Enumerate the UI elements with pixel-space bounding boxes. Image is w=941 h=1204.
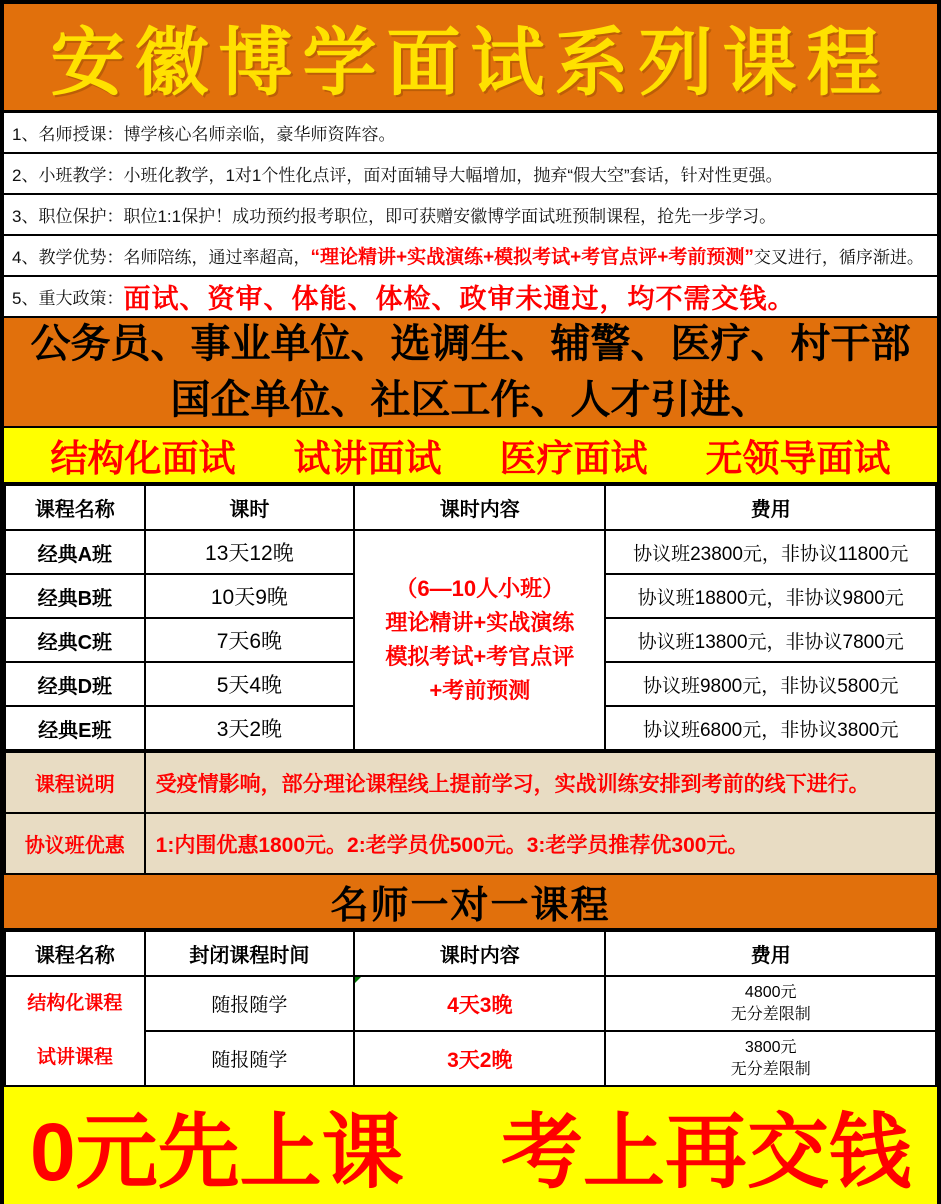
fee-cell: 协议班9800元，非协议5800元	[605, 662, 936, 706]
col-header-content: 课时内容	[354, 485, 605, 530]
fee-cell: 协议班23800元，非协议11800元	[605, 530, 936, 574]
category-lecture: 试讲面试	[293, 438, 442, 479]
course-content-cell	[354, 530, 605, 750]
table-row	[5, 1031, 936, 1086]
fee-amount: 4800元	[744, 983, 797, 1001]
category-medical: 医疗面试	[499, 438, 648, 479]
note-label: 课程说明	[5, 752, 145, 813]
content-line: （6—10人小班）	[395, 576, 565, 601]
course-table	[4, 484, 937, 751]
note-label: 协议班优惠	[5, 813, 145, 874]
fee-cell: 协议班18800元，非协议9800元	[605, 574, 936, 618]
content-line: 模拟考试+考官点评	[385, 644, 575, 669]
audience-banner	[4, 318, 937, 428]
col-header-course-name: 课程名称	[5, 931, 145, 976]
feature-item-3	[4, 195, 937, 236]
duration-cell: 5天4晚	[145, 662, 354, 706]
bottom-slogan-banner	[4, 1087, 937, 1204]
content-line: +考前预测	[429, 678, 531, 703]
course-name-cell: 经典E班	[5, 706, 145, 750]
duration-cell: 10天9晚	[145, 574, 354, 618]
table-row	[5, 530, 936, 574]
course-table-header-row	[5, 485, 936, 530]
audience-line-1: 公务员、事业单位、选调生、辅警、医疗、村干部	[30, 322, 911, 366]
feature-item-5	[4, 277, 937, 318]
course-name-cell: 经典B班	[5, 574, 145, 618]
audience-line-2: 国企单位、社区工作、人才引进、	[170, 378, 771, 422]
hours-text: 3天2晚	[447, 1048, 513, 1072]
category-structured: 结构化面试	[50, 438, 236, 479]
flyer-page	[4, 4, 937, 1197]
one-on-one-banner	[4, 875, 937, 930]
feature-list	[4, 113, 937, 318]
slogan-right: 考上再交钱	[500, 1107, 911, 1198]
col-header-schedule: 封闭课程时间	[145, 931, 354, 976]
note-content: 1:内围优惠1800元。2:老学员优500元。3:老学员推荐优300元。	[145, 813, 936, 874]
fee-amount: 3800元	[744, 1038, 797, 1056]
course-name-cell: 经典A班	[5, 530, 145, 574]
schedule-cell: 随报随学	[145, 1031, 354, 1086]
feature-text: 2、小班教学：小班化教学，1对1个性化点评，面对面辅导大幅增加，抛弃“假大空”套话，针对性更强。	[12, 166, 783, 185]
hours-cell	[354, 976, 605, 1031]
duration-cell: 7天6晚	[145, 618, 354, 662]
slogan-left: 0元先上课	[30, 1107, 404, 1198]
cell-corner-marker	[355, 977, 361, 983]
col-header-course-name: 课程名称	[5, 485, 145, 530]
course-name-cell: 经典C班	[5, 618, 145, 662]
col-header-content: 课时内容	[354, 931, 605, 976]
feature-highlight: “理论精讲+实战演练+模拟考试+考官点评+考前预测”	[310, 247, 754, 268]
fee-cell: 协议班13800元，非协议7800元	[605, 618, 936, 662]
schedule-cell: 随报随学	[145, 976, 354, 1031]
course-label-structured: 结构化课程	[27, 993, 123, 1014]
fee-cell	[605, 1031, 936, 1086]
note-row-discount	[5, 813, 936, 874]
feature-item-2	[4, 154, 937, 195]
table-row	[5, 976, 936, 1031]
duration-cell: 13天12晚	[145, 530, 354, 574]
feature-text: 5、重大政策：	[12, 289, 124, 308]
note-row-description	[5, 752, 936, 813]
fee-cell	[605, 976, 936, 1031]
header-banner	[4, 4, 937, 113]
one-on-one-title: 名师一对一课程	[330, 885, 611, 927]
one-on-one-table	[4, 930, 937, 1087]
fee-condition: 无分差限制	[730, 1060, 811, 1078]
feature-highlight: 面试、资审、体能、体检、政审未通过，均不需交钱。	[123, 284, 796, 314]
col-header-duration: 课时	[145, 485, 354, 530]
course-label-lecture: 试讲课程	[36, 1047, 113, 1068]
col-header-fee: 费用	[605, 485, 936, 530]
notes-table	[4, 751, 937, 875]
page-title: 安徽博学面试系列课程	[50, 20, 891, 106]
feature-item-4	[4, 236, 937, 277]
course-name-cell: 经典D班	[5, 662, 145, 706]
feature-text: 1、名师授课：博学核心名师亲临，豪华师资阵容。	[12, 125, 396, 144]
fee-condition: 无分差限制	[730, 1005, 811, 1023]
content-line: 理论精讲+实战演练	[385, 610, 575, 635]
hours-text: 4天3晚	[447, 993, 513, 1017]
note-content: 受疫情影响，部分理论课程线上提前学习，实战训练安排到考前的线下进行。	[145, 752, 936, 813]
feature-text: 交叉进行，循序渐进。	[753, 248, 924, 267]
fee-cell: 协议班6800元，非协议3800元	[605, 706, 936, 750]
course-label-cell	[5, 976, 145, 1086]
feature-text: 4、教学优势：名师陪练，通过率超高，	[12, 248, 311, 267]
col-header-fee: 费用	[605, 931, 936, 976]
hours-cell	[354, 1031, 605, 1086]
one-on-one-header-row	[5, 931, 936, 976]
duration-cell: 3天2晚	[145, 706, 354, 750]
feature-text: 3、职位保护：职位1:1保护！成功预约报考职位，即可获赠安徽博学面试班预制课程，抢先一步学习。	[12, 207, 777, 226]
category-banner	[4, 428, 937, 484]
feature-item-1	[4, 113, 937, 154]
category-leaderless: 无领导面试	[705, 438, 891, 479]
